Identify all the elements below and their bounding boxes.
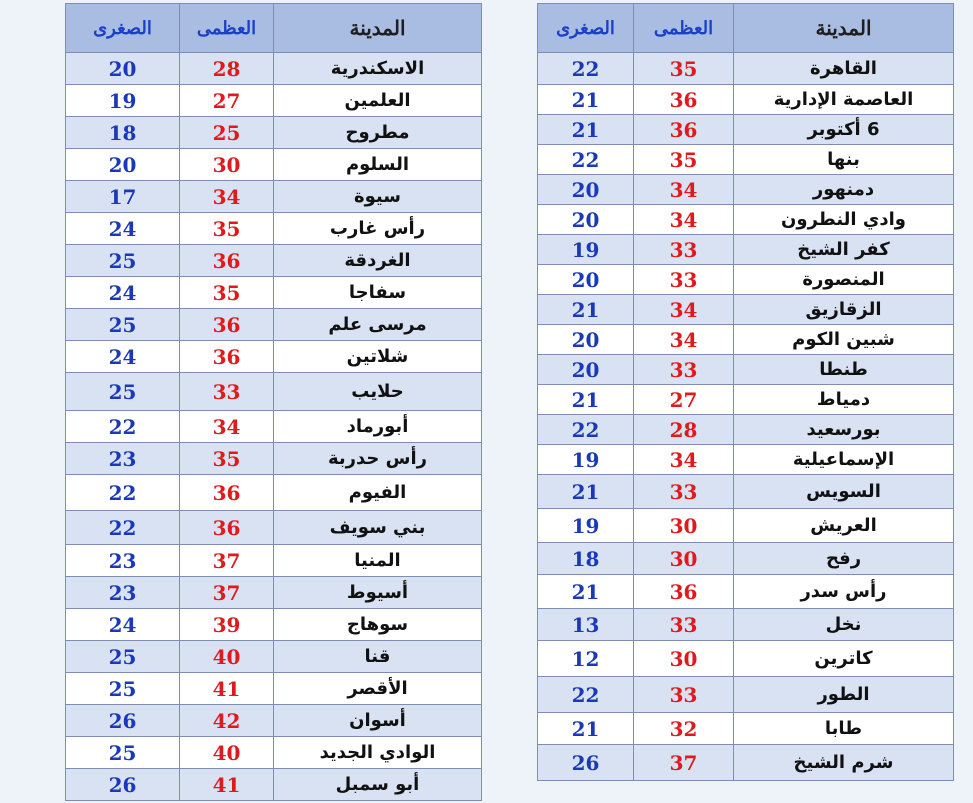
max-temp-cell: 34 [180,411,274,443]
city-cell: بنها [734,145,954,175]
min-temp-cell: 23 [66,443,180,475]
min-temp-cell: 21 [538,85,634,115]
max-temp-cell: 35 [634,53,734,85]
table-row [66,85,482,117]
min-temp-cell: 24 [66,341,180,373]
table-row [66,577,482,609]
max-temp-cell: 27 [634,385,734,415]
max-temp-cell: 34 [634,325,734,355]
max-temp-cell: 40 [180,737,274,769]
min-temp-cell: 26 [538,745,634,781]
min-temp-cell: 23 [66,545,180,577]
min-temp-cell: 12 [538,641,634,677]
table-row [538,145,954,175]
table-row [66,737,482,769]
max-column-header: العظمى [634,4,734,53]
min-temp-cell: 17 [66,181,180,213]
city-column-header: المدينة [734,4,954,53]
table-row [538,677,954,713]
min-temp-cell: 25 [66,309,180,341]
city-cell: أسوان [274,705,482,737]
table-row [538,445,954,475]
city-cell: الأقصر [274,673,482,705]
max-temp-cell: 41 [180,769,274,801]
city-cell: بورسعيد [734,415,954,445]
min-temp-cell: 20 [538,325,634,355]
min-temp-cell: 24 [66,213,180,245]
table-row [538,509,954,543]
table-row [538,265,954,295]
max-temp-cell: 34 [180,181,274,213]
min-temp-cell: 19 [538,235,634,265]
city-cell: سوهاج [274,609,482,641]
max-temp-cell: 34 [634,205,734,235]
max-temp-cell: 25 [180,117,274,149]
city-cell: بني سويف [274,511,482,545]
table-row [538,415,954,445]
table-header-row [538,4,954,53]
table-row [66,213,482,245]
min-temp-cell: 20 [66,149,180,181]
table-row [66,117,482,149]
table-row [538,575,954,609]
city-cell: شرم الشيخ [734,745,954,781]
city-cell: مرسى علم [274,309,482,341]
max-temp-cell: 33 [634,609,734,641]
max-temp-cell: 34 [634,295,734,325]
min-temp-cell: 25 [66,641,180,673]
min-temp-cell: 22 [66,511,180,545]
city-cell: أسيوط [274,577,482,609]
table-row [66,609,482,641]
table-row [66,341,482,373]
max-temp-cell: 35 [634,145,734,175]
min-temp-cell: 18 [538,543,634,575]
min-column-header: الصغرى [66,4,180,53]
city-cell: دمياط [734,385,954,415]
table-row [538,745,954,781]
max-temp-cell: 33 [634,265,734,295]
min-temp-cell: 20 [538,265,634,295]
max-temp-cell: 36 [634,115,734,145]
city-cell: أبو سمبل [274,769,482,801]
max-temp-cell: 33 [634,475,734,509]
min-temp-cell: 25 [66,737,180,769]
max-temp-cell: 33 [634,235,734,265]
city-cell: كفر الشيخ [734,235,954,265]
city-cell: المنصورة [734,265,954,295]
min-temp-cell: 21 [538,475,634,509]
city-cell: 6 أكتوبر [734,115,954,145]
max-temp-cell: 36 [180,341,274,373]
table-row [538,53,954,85]
max-temp-cell: 27 [180,85,274,117]
city-cell: رفح [734,543,954,575]
table-row [538,385,954,415]
city-cell: الفيوم [274,475,482,511]
min-temp-cell: 20 [538,205,634,235]
max-temp-cell: 42 [180,705,274,737]
max-column-header: العظمى [180,4,274,53]
max-temp-cell: 30 [634,509,734,543]
table-body [66,53,482,801]
table-row [538,235,954,265]
city-cell: قنا [274,641,482,673]
city-cell: الوادي الجديد [274,737,482,769]
table-row [66,443,482,475]
table-row [66,277,482,309]
table-row [66,245,482,277]
city-cell: أبورماد [274,411,482,443]
max-temp-cell: 39 [180,609,274,641]
city-cell: مطروح [274,117,482,149]
city-cell: السلوم [274,149,482,181]
city-cell: السويس [734,475,954,509]
min-temp-cell: 22 [538,145,634,175]
table-row [66,181,482,213]
max-temp-cell: 36 [634,85,734,115]
max-temp-cell: 35 [180,277,274,309]
min-temp-cell: 22 [538,415,634,445]
table-row [66,411,482,443]
min-temp-cell: 20 [538,175,634,205]
max-temp-cell: 36 [180,309,274,341]
table-row [66,545,482,577]
table-body [538,53,954,781]
max-temp-cell: 28 [634,415,734,445]
max-temp-cell: 37 [180,577,274,609]
city-cell: نخل [734,609,954,641]
table-row [538,85,954,115]
city-cell: كاترين [734,641,954,677]
min-temp-cell: 21 [538,713,634,745]
min-temp-cell: 21 [538,575,634,609]
max-temp-cell: 30 [634,543,734,575]
table-row [538,205,954,235]
min-temp-cell: 20 [66,53,180,85]
city-cell: سيوة [274,181,482,213]
max-temp-cell: 30 [180,149,274,181]
max-temp-cell: 36 [180,245,274,277]
max-temp-cell: 28 [180,53,274,85]
table-row [66,511,482,545]
max-temp-cell: 30 [634,641,734,677]
table-row [538,475,954,509]
max-temp-cell: 34 [634,445,734,475]
table-row [538,115,954,145]
min-temp-cell: 18 [66,117,180,149]
min-temp-cell: 19 [538,445,634,475]
table-row [538,325,954,355]
table-row [538,175,954,205]
city-cell: رأس حدربة [274,443,482,475]
min-temp-cell: 25 [66,373,180,411]
table-row [66,769,482,801]
min-temp-cell: 21 [538,385,634,415]
table-row [66,705,482,737]
table-header-row [66,4,482,53]
min-temp-cell: 22 [66,411,180,443]
table-row [66,373,482,411]
max-temp-cell: 37 [634,745,734,781]
table-row [538,609,954,641]
table-row [538,713,954,745]
max-temp-cell: 35 [180,443,274,475]
city-cell: وادي النطرون [734,205,954,235]
min-temp-cell: 19 [538,509,634,543]
table-row [66,641,482,673]
city-column-header: المدينة [274,4,482,53]
city-cell: الغردقة [274,245,482,277]
city-cell: دمنهور [734,175,954,205]
min-temp-cell: 21 [538,115,634,145]
min-temp-cell: 22 [66,475,180,511]
min-temp-cell: 22 [538,677,634,713]
city-cell: رأس سدر [734,575,954,609]
temperature-table-right [537,3,954,781]
table-row [538,543,954,575]
min-temp-cell: 23 [66,577,180,609]
city-cell: القاهرة [734,53,954,85]
max-temp-cell: 33 [180,373,274,411]
max-temp-cell: 32 [634,713,734,745]
city-cell: العاصمة الإدارية [734,85,954,115]
city-cell: طابا [734,713,954,745]
city-cell: شلاتين [274,341,482,373]
city-cell: الطور [734,677,954,713]
city-cell: الزقازيق [734,295,954,325]
table-row [538,295,954,325]
table-row [538,355,954,385]
city-cell: العلمين [274,85,482,117]
city-cell: حلايب [274,373,482,411]
min-temp-cell: 21 [538,295,634,325]
min-column-header: الصغرى [538,4,634,53]
min-temp-cell: 22 [538,53,634,85]
max-temp-cell: 37 [180,545,274,577]
city-cell: طنطا [734,355,954,385]
max-temp-cell: 41 [180,673,274,705]
min-temp-cell: 24 [66,277,180,309]
max-temp-cell: 36 [634,575,734,609]
table-row [66,149,482,181]
max-temp-cell: 36 [180,475,274,511]
min-temp-cell: 25 [66,245,180,277]
city-cell: العريش [734,509,954,543]
table-row [66,475,482,511]
city-cell: سفاجا [274,277,482,309]
min-temp-cell: 26 [66,705,180,737]
max-temp-cell: 33 [634,677,734,713]
table-row [538,641,954,677]
min-temp-cell: 24 [66,609,180,641]
table-row [66,673,482,705]
city-cell: الإسماعيلية [734,445,954,475]
min-temp-cell: 26 [66,769,180,801]
city-cell: شبين الكوم [734,325,954,355]
max-temp-cell: 35 [180,213,274,245]
city-cell: الاسكندرية [274,53,482,85]
max-temp-cell: 34 [634,175,734,205]
table-row [66,309,482,341]
max-temp-cell: 33 [634,355,734,385]
temperature-table-left [65,3,482,801]
max-temp-cell: 40 [180,641,274,673]
min-temp-cell: 13 [538,609,634,641]
min-temp-cell: 20 [538,355,634,385]
city-cell: رأس غارب [274,213,482,245]
table-row [66,53,482,85]
city-cell: المنيا [274,545,482,577]
min-temp-cell: 25 [66,673,180,705]
min-temp-cell: 19 [66,85,180,117]
max-temp-cell: 36 [180,511,274,545]
